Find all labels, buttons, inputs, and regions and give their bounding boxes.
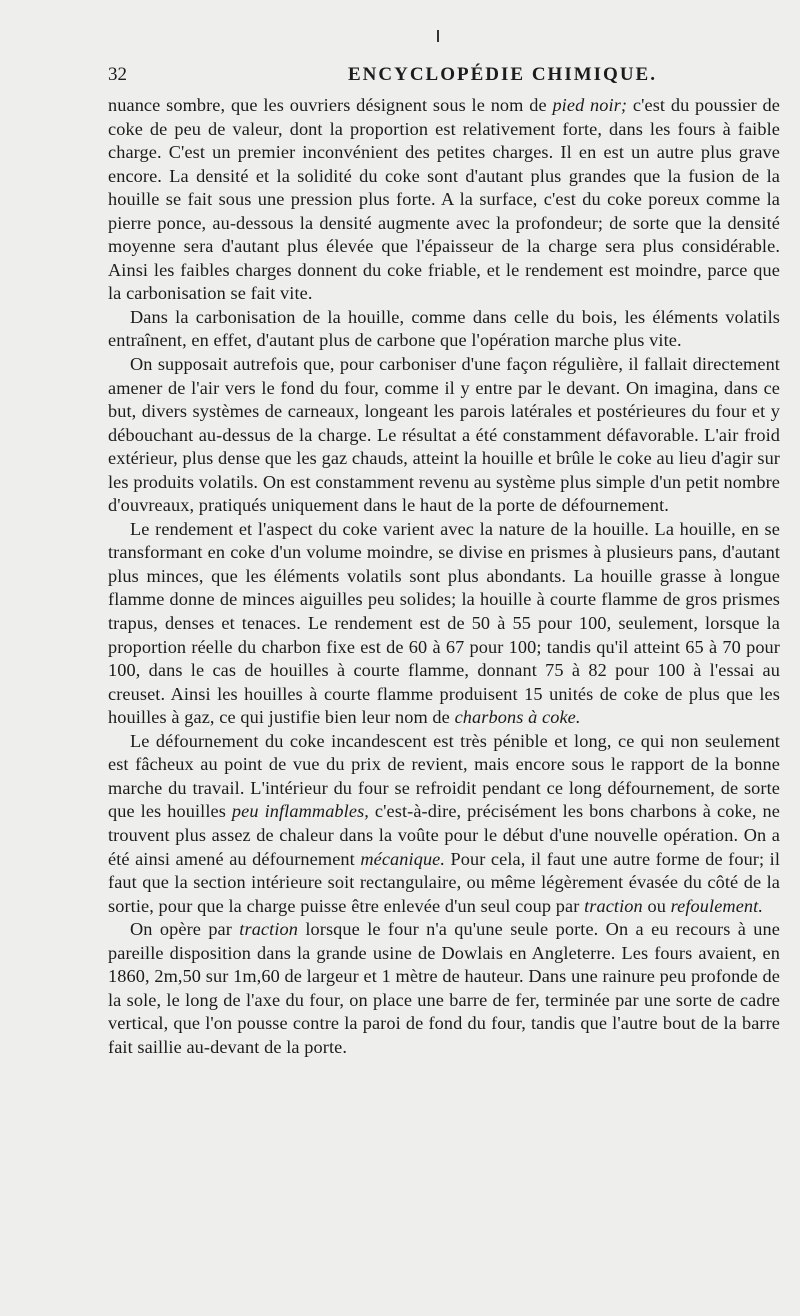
paragraph — [108, 353, 780, 518]
italic-text: mécanique. — [360, 848, 446, 869]
italic-text: traction — [584, 895, 643, 916]
text-run: On supposait autrefois que, pour carboniser d'une façon régulière, il fallait directement amener de l'air vers le fond du four, comme il y entre par le devant. On imagina, dans ce but, divers systèmes de carneaux, longeant les parois latérales et postérieures du four et y débouchant au-dessus de la charge. Le résultat a été constamment défavorable. L'air froid extérieur, plus dense que les gaz chauds, atteint la houille et brûle le coke au lieu d'agir sur les produits volatils. On est constamment revenu au système plus simple d'un petit nombre d'ouvreaux, pratiqués uniquement dans le haut de la porte de défournement. — [108, 354, 780, 516]
text-run: nuance sombre, que les ouvriers désignent sous le nom de — [108, 95, 553, 115]
text-run: On opère par — [130, 919, 240, 940]
text-run: Pour cela, il faut une autre forme de four; il faut que la section intérieure soit rectangulaire, ou même légèrement évasée du côté de la sortie, pour que la charge puisse être enlevée d'un seul coup par — [108, 848, 780, 916]
italic-text: peu inflammables, — [231, 801, 369, 822]
paragraph — [108, 918, 780, 1059]
body-text — [108, 94, 780, 1059]
text-run: lorsque le four n'a qu'une seule porte. On a eu recours à une pareille disposition dans la grande usine de Dowlais en Angleterre. Les fours avaient, en 1860, 2m,50 sur 1m,60 de largeur et 1 mètre de hauteur. Dans une rainure peu profonde de la sole, le long de l'axe du four, on place une barre de fer, terminée par une sorte de cadre vertical, que l'on pousse contre la paroi de fond du four, tandis que l'autre bout de la barre fait saillie au-devant de la porte. — [108, 919, 780, 1057]
italic-text: refoulement. — [670, 895, 764, 916]
text-run: c'est du poussier de coke de peu de valeur, dont la proportion est relativement forte, dans les fours à faible charge. C'est un premier inconvénient des petites charges. Il en est un autre plus grave encore. La densité et la solidité du coke sont d'autant plus grandes que la fusion de la houille se fait sous une pression plus forte. A la surface, c'est du coke poreux comme la pierre ponce, au-dessous la densité augmente avec la profondeur; de sorte que la densité moyenne sera d'autant plus élevée que l'épaisseur de la charge sera plus considérable. Ainsi les faibles charges donnent du coke friable, et le rendement est moindre, parce que la carbonisation se fait vite. — [108, 95, 780, 304]
text-run: Le rendement et l'aspect du coke varient avec la nature de la houille. La houille, en se transformant en coke d'un volume moindre, se divise en prismes à plusieurs pans, d'autant plus minces, que les éléments volatils sont plus abondants. La houille grasse à longue flamme donne de minces aiguilles peu solides; la houille à courte flamme de gros prismes trapus, denses et tenaces. Le rendement est de 50 à 55 pour 100, seulement, lorsque la proportion réelle du charbon fixe est de 60 à 67 pour 100; tandis qu'il atteint 65 à 70 pour 100, dans le cas de houilles à courte flamme, donnant 75 à 82 pour 100 à l'essai au creuset. Ainsi les houilles à courte flamme produisent 15 unités de coke de plus que les houilles à gaz, ce qui justifie bien leur nom de — [108, 518, 780, 728]
paragraph — [108, 518, 780, 730]
text-run: ou — [642, 895, 671, 916]
paragraph — [108, 94, 780, 306]
italic-text: pied noir; — [552, 95, 628, 115]
text-run: Le défournement du coke incandescent est très pénible et long, ce qui non seulement est fâcheux au point de vue du prix de revient, mais encore sous le rapport de la bonne marche du travail. L'intérieur du four se refroidit pendant ce long défournement, de sorte que les houilles — [108, 730, 780, 822]
text-run: c'est-à-dire, précisément les bons charbons à coke, ne trouvent plus assez de chaleur dans la voûte pour le début d'une nouvelle opération. On a été ainsi amené au défournement — [108, 801, 780, 869]
italic-text: traction — [239, 919, 298, 940]
page-number: 32 — [108, 64, 127, 85]
italic-text: charbons à coke. — [454, 707, 581, 728]
paragraph — [108, 730, 780, 918]
running-title: ENCYCLOPÉDIE CHIMIQUE. — [348, 64, 657, 85]
page-header — [108, 58, 778, 88]
paragraph — [108, 306, 780, 353]
text-run: Dans la carbonisation de la houille, comme dans celle du bois, les éléments volatils entraînent, en effet, d'autant plus de carbone que l'opération marche plus vite. — [108, 306, 780, 351]
margin-mark — [437, 30, 439, 42]
